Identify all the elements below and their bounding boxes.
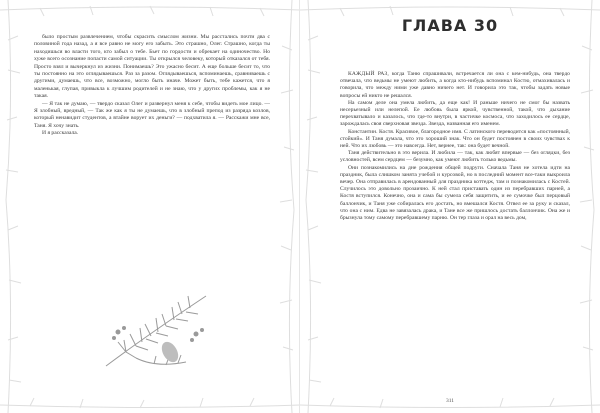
paragraph: Константин. Костя. Красивое, благородное имя. С латинского переводится как «постоянный, стойкий». И Таня думала, что это хороший знак. Что он будет постоянен в своих чувствах к ней. Что их любовь — это навсегда. Нет, вернее, так: она будет вечной. (340, 128, 570, 150)
paragraph: Таня действительно в это верила. И любила — так, как любят впервые — без оглядки, без условностей, всем сердцем — безумно, как умеют любить только ведьмы. (340, 150, 570, 164)
left-page-text (34, 34, 270, 138)
paragraph: было простым развлечением, чтобы скрасить смыслом жизни. Мы расстались почти два с половиной года назад, а я все равно не могу его забыть. Это страшно, Олег. Страшно, когда ты находишься во власти того, кто забыл о тебе. Бьет по гордости и обрекает на одиночество. Но хуже всего осознание попасти самой ситуации. Ты открылся человеку, который отказался от тебя. Просто взял и вычеркнул из жизни. Понимаешь? Это ужасно бесит. А еще больше бесит то, что ты постоянно на это оглядываешься. Раз за разом. Оглядываешься, вспоминаешь, сравниваешь с другими, думаешь, что все, возможно, могло быть иначе. Может быть, тебе кажется, что я маленькая, глупая, привыкла к лучшим родителей и не знаю, что у других проблемы, как я не такая. (34, 34, 270, 100)
page-number: 311 (445, 398, 455, 404)
right-page-text (340, 71, 570, 222)
paragraph (340, 71, 570, 100)
paragraph: На самом деле она умела любить, да еще как! И раньше ничего не смог бы назвать несерьезный или нелепой. Ее любовь была яркой, чувственной, такой, что дыхание перехватывало и казалось, что где-то внутри, в частичке космоса, что заходилось ее сердце, зарождалась своя сверхновая звезда. Звезда, названная его именем. (340, 99, 570, 128)
paragraph-body: когда Таню спрашивали, встречается ли она с кем-нибудь, она твердо отвечала, что ведьмы не умеют любить, а когда кто-нибудь вспоминал Костю, отмахивалась и говорила, что между ними уже давно ничего нет. И говорила это так, чтобы задать новые вопросы ей никто не решался. (340, 71, 570, 99)
lead-phrase: КАЖДЫЙ РАЗ, (348, 71, 390, 77)
paragraph: И я рассказала. (42, 130, 79, 137)
chapter-title: ГЛАВА 30 (401, 16, 499, 35)
paragraph: — Я так не думаю, — твердо сказал Олег и развернул меня к себе, чтобы видеть мое лицо. — Я злобный, вредный, — Так же как я ты не думаешь, что в злобный препод из разряда козлов, который ненавидит студентов, а втайне ворует их деньги? — подхватила я. — Расскажи мне все, Таня. Я хочу знать. (34, 100, 270, 129)
pine-branch-illustration (96, 276, 216, 376)
paragraph: Они познакомились на дне рождения общей подруги. Сначала Таня не хотела идти на праздник, была слишком занята учебой и курсовой, но в последний момент все-таки выкроила вечер. Она отправилась в арендованный для праздника коттедж, там и познакомилась с Костей. Случилось это довольно прозаично. К ней стал приставать один из перебравших парней, а Костя вступился. Конечно, она и сама бы сумела себя защитить, и ее сумочке был перцовый баллончик, и Таня уже собиралась его достать, но вмешался Костя. Отвел ее за руку и сказал, что она с ним. Едва не завязалась драка, и Тане все же пришлось достать баллончик. Она же и брызнула тому самому перебравшему парню. Он тер глаза и орал на весь дом, (340, 164, 570, 222)
